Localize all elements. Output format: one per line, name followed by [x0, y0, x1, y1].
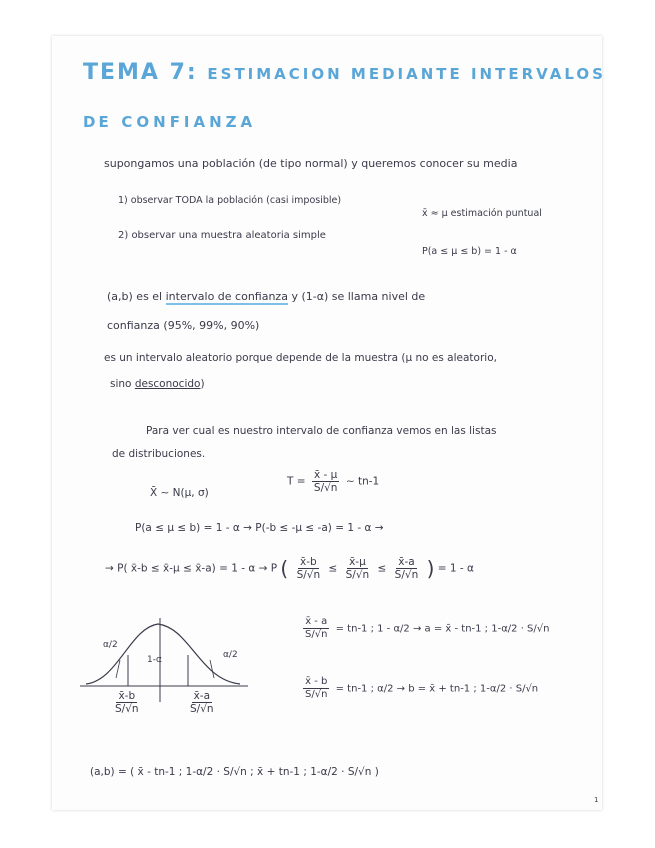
graph-left-label — [110, 690, 144, 715]
page-number: 1 — [594, 796, 599, 804]
frac-3-num: x̄-a — [398, 556, 415, 568]
graph-right-frac — [188, 690, 216, 715]
graph-right-alpha: α/2 — [223, 650, 238, 660]
equation-b — [300, 676, 538, 701]
option-1: 1) observar TODA la población (casi imposible) — [118, 195, 342, 206]
t-lhs: T = — [287, 475, 306, 488]
eq-b-frac — [303, 676, 329, 701]
frac-3-den: S/√n — [394, 569, 419, 581]
bell-curve — [86, 624, 240, 684]
graph-right-label — [185, 690, 219, 715]
unknown-post: ) — [200, 378, 205, 390]
prob-2-post: = 1 - α — [437, 562, 474, 575]
prob-line-1: P(a ≤ μ ≤ b) = 1 - α → P(-b ≤ -μ ≤ -a) = 1 - α → — [135, 522, 384, 534]
random-note: es un intervalo aleatorio porque depende de la muestra (μ no es aleatorio, — [104, 352, 497, 364]
eq-a-num: x̄ - a — [305, 616, 328, 627]
prob-2-pre: → P( x̄-b ≤ x̄-μ ≤ x̄-a) = 1 - α → P — [105, 562, 278, 575]
tables-line-1: Para ver cual es nuestro intervalo de confianza vemos en las listas — [146, 425, 497, 437]
branch-probability: P(a ≤ μ ≤ b) = 1 - α — [422, 246, 517, 257]
interval-pre: (a,b) es el — [107, 290, 163, 303]
t-num: x̄ - μ — [314, 469, 338, 481]
eq-a-den: S/√n — [305, 629, 328, 640]
title-topic: TEMA 7: — [83, 60, 198, 85]
unknown-pre: sino — [110, 378, 132, 390]
frac-2-den: S/√n — [345, 569, 370, 581]
graph-left-num: x̄-b — [118, 690, 136, 702]
unknown-term: desconocido — [134, 378, 201, 390]
eq-b-num: x̄ - b — [305, 676, 328, 687]
title-word-confianza: CONFIANZA — [121, 113, 257, 131]
interval-term: intervalo de confianza — [165, 290, 288, 303]
graph-left-den: S/√n — [115, 703, 139, 715]
option-2: 2) observar una muestra aleatoria simple — [118, 230, 326, 241]
graph-right-num: x̄-a — [193, 690, 210, 702]
graph-left-alpha: α/2 — [103, 640, 118, 650]
right-arrow — [210, 660, 214, 678]
branch-point-estimate: x̄ ≈ μ estimación puntual — [422, 208, 542, 219]
dist-x: X̄ ∼ N(μ, σ) — [150, 487, 209, 499]
t-rhs: ∼ tn-1 — [345, 475, 380, 488]
intro-text: supongamos una población (de tipo normal) y queremos conocer su media — [104, 157, 518, 170]
title-topic-name: ESTIMACION MEDIANTE INTERVALOS — [207, 65, 606, 83]
graph-left-frac — [113, 690, 141, 715]
interval-post: y (1-α) se llama nivel de — [291, 290, 426, 303]
eq-a-frac — [303, 616, 329, 641]
frac-2-num: x̄-μ — [349, 556, 366, 568]
frac-1-num: x̄-b — [300, 556, 317, 568]
eq-b-rest: = tn-1 ; α/2 → b = x̄ + tn-1 ; 1-α/2 · S/√n — [335, 683, 539, 695]
prob-line-2: → P( x̄-b ≤ x̄-μ ≤ x̄-a) = 1 - α → P ( $\frac{x̄-b}{S/√n}$ ≤ $\frac{x̄-\mu}{S/√n}$ ≤ $\frac{x̄-a}{S/√n}$ ) = 1 - α — [105, 556, 474, 581]
title-word-de: DE — [83, 113, 112, 131]
confidence-levels: confianza (95%, 99%, 90%) — [107, 319, 260, 332]
final-interval: (a,b) = ( x̄ - tn-1 ; 1-α/2 · S/√n ; x̄ + tn-1 ; 1-α/2 · S/√n ) — [90, 766, 379, 778]
frac-1-den: S/√n — [296, 569, 321, 581]
paren-close: ) — [426, 556, 435, 581]
tables-line-2: de distribuciones. — [112, 448, 206, 460]
equation-a — [300, 616, 550, 641]
eq-a-rest: = tn-1 ; 1 - α/2 → a = x̄ - tn-1 ; 1-α/2 · S/√n — [335, 623, 550, 635]
paren-open: ( — [280, 556, 289, 581]
graph-center-label: 1-α — [147, 655, 162, 665]
eq-b-den: S/√n — [305, 689, 328, 700]
t-den: S/√n — [313, 482, 338, 494]
graph-right-den: S/√n — [190, 703, 214, 715]
